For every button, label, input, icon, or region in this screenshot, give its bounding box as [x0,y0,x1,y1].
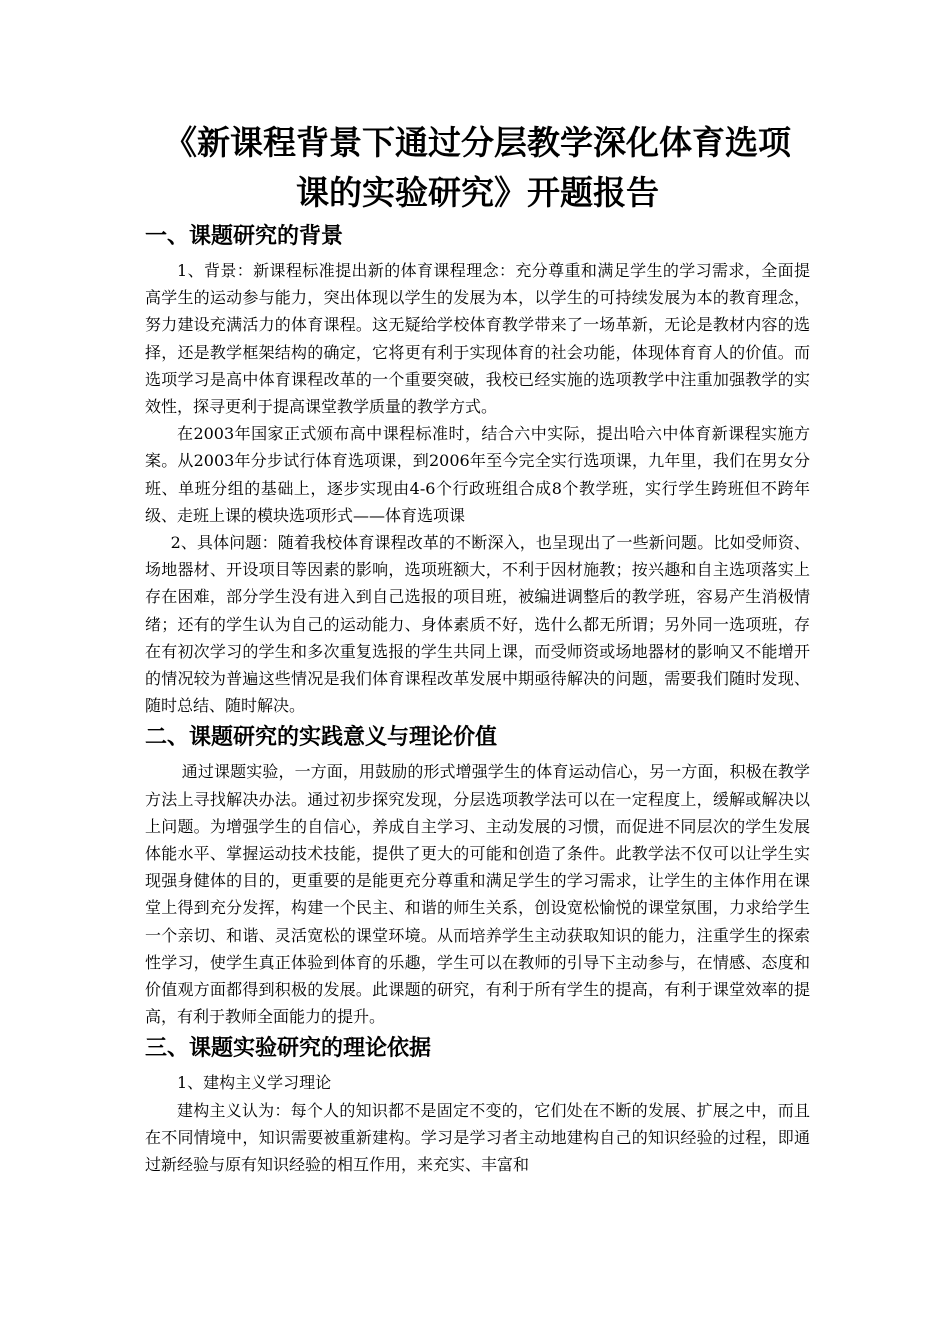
paragraph: 1、背景：新课程标准提出新的体育课程理念：充分尊重和满足学生的学习需求，全面提高学生的运动参与能力，突出体现以学生的发展为本，以学生的可持续发展为本的教育理念，努力建设充满活力的体育课程。这无疑给学校体育教学带来了一场革新，无论是教材内容的选择，还是教学框架结构的确定，它将更有利于实现体育的社会功能，体现体育育人的价值。而选项学习是高中体育课程改革的一个重要突破，我校已经实施的选项教学中注重加强教学的实效性，探寻更利于提高课堂教学质量的教学方式。 [145,261,810,417]
paragraph: 2、具体问题：随着我校体育课程改革的不断深入，也呈现出了一些新问题。比如受师资、场地器材、开设项目等因素的影响，选项班额大，不利于因材施教；按兴趣和自主选项落实上存在困难，部分学生没有进入到自己选报的项目班，被编进调整后的教学班，容易产生消极情绪；还有的学生认为自己的运动能力、身体素质不好，选什么都无所谓；另外同一选项班，存在有初次学习的学生和多次重复选报的学生共同上课，而受师资或场地器材的影响又不能增开的情况较为普遍这些情况是我们体育课程改革发展中期亟待解决的问题，需要我们随时发现、随时总结、随时解决。 [145,533,810,716]
section-heading: 一、课题研究的背景 [145,224,344,249]
document-title [145,118,810,218]
paragraph: 1、建构主义学习理论 [177,1073,332,1093]
title-line-2: 课的实验研究》开题报告 [296,173,659,212]
title-line-1: 《新课程背景下通过分层教学深化体育选项 [164,123,791,162]
paragraph: 建构主义认为：每个人的知识都不是固定不变的，它们处在不断的发展、扩展之中，而且在不同情境中，知识需要被重新建构。学习是学习者主动地建构自己的知识经验的过程，即通过新经验与原有知识经验的相互作用，来充实、丰富和 [145,1100,810,1175]
section-significance [145,723,810,1030]
section-background [145,222,810,719]
paragraph: 通过课题实验，一方面，用鼓励的形式增强学生的体育运动信心，另一方面，积极在教学方法上寻找解决办法。通过初步探究发现，分层选项教学法可以在一定程度上，缓解或解决以上问题。为增强学生的自信心，养成自主学习、主动发展的习惯，而促进不同层次的学生发展体能水平、掌握运动技术技能，提供了更大的可能和创造了条件。此教学法不仅可以让学生实现强身健体的目的，更重要的是能更充分尊重和满足学生的学习需求，让学生的主体作用在课堂上得到充分发挥，构建一个民主、和谐的师生关系，创设宽松愉悦的课堂氛围，力求给学生一个亲切、和谐、灵活宽松的课堂环境。从而培养学生主动获取知识的能力，注重学生的探索性学习，使学生真正体验到体育的乐趣，学生可以在教师的引导下主动参与，在情感、态度和价值观方面都得到积极的发展。此课题的研究，有利于所有学生的提高，有利于课堂效率的提高，有利于教师全面能力的提升。 [145,762,810,1027]
section-heading: 二、课题研究的实践意义与理论价值 [145,725,498,751]
paragraph: 在2003年国家正式颁布高中课程标准时，结合六中实际，提出哈六中体育新课程实施方案。从2003年分步试行体育选项课，到2006年至今完全实行选项课，九年里，我们在男女分班、单班分组的基础上，逐步实现由4-6个行政班组合成8个教学班，实行学生跨班但不跨年级、走班上课的模块选项形式——体育选项课 [145,424,810,525]
document-page [145,118,810,1178]
section-heading: 三、课题实验研究的理论依据 [145,1036,432,1062]
section-theory [145,1034,810,1178]
